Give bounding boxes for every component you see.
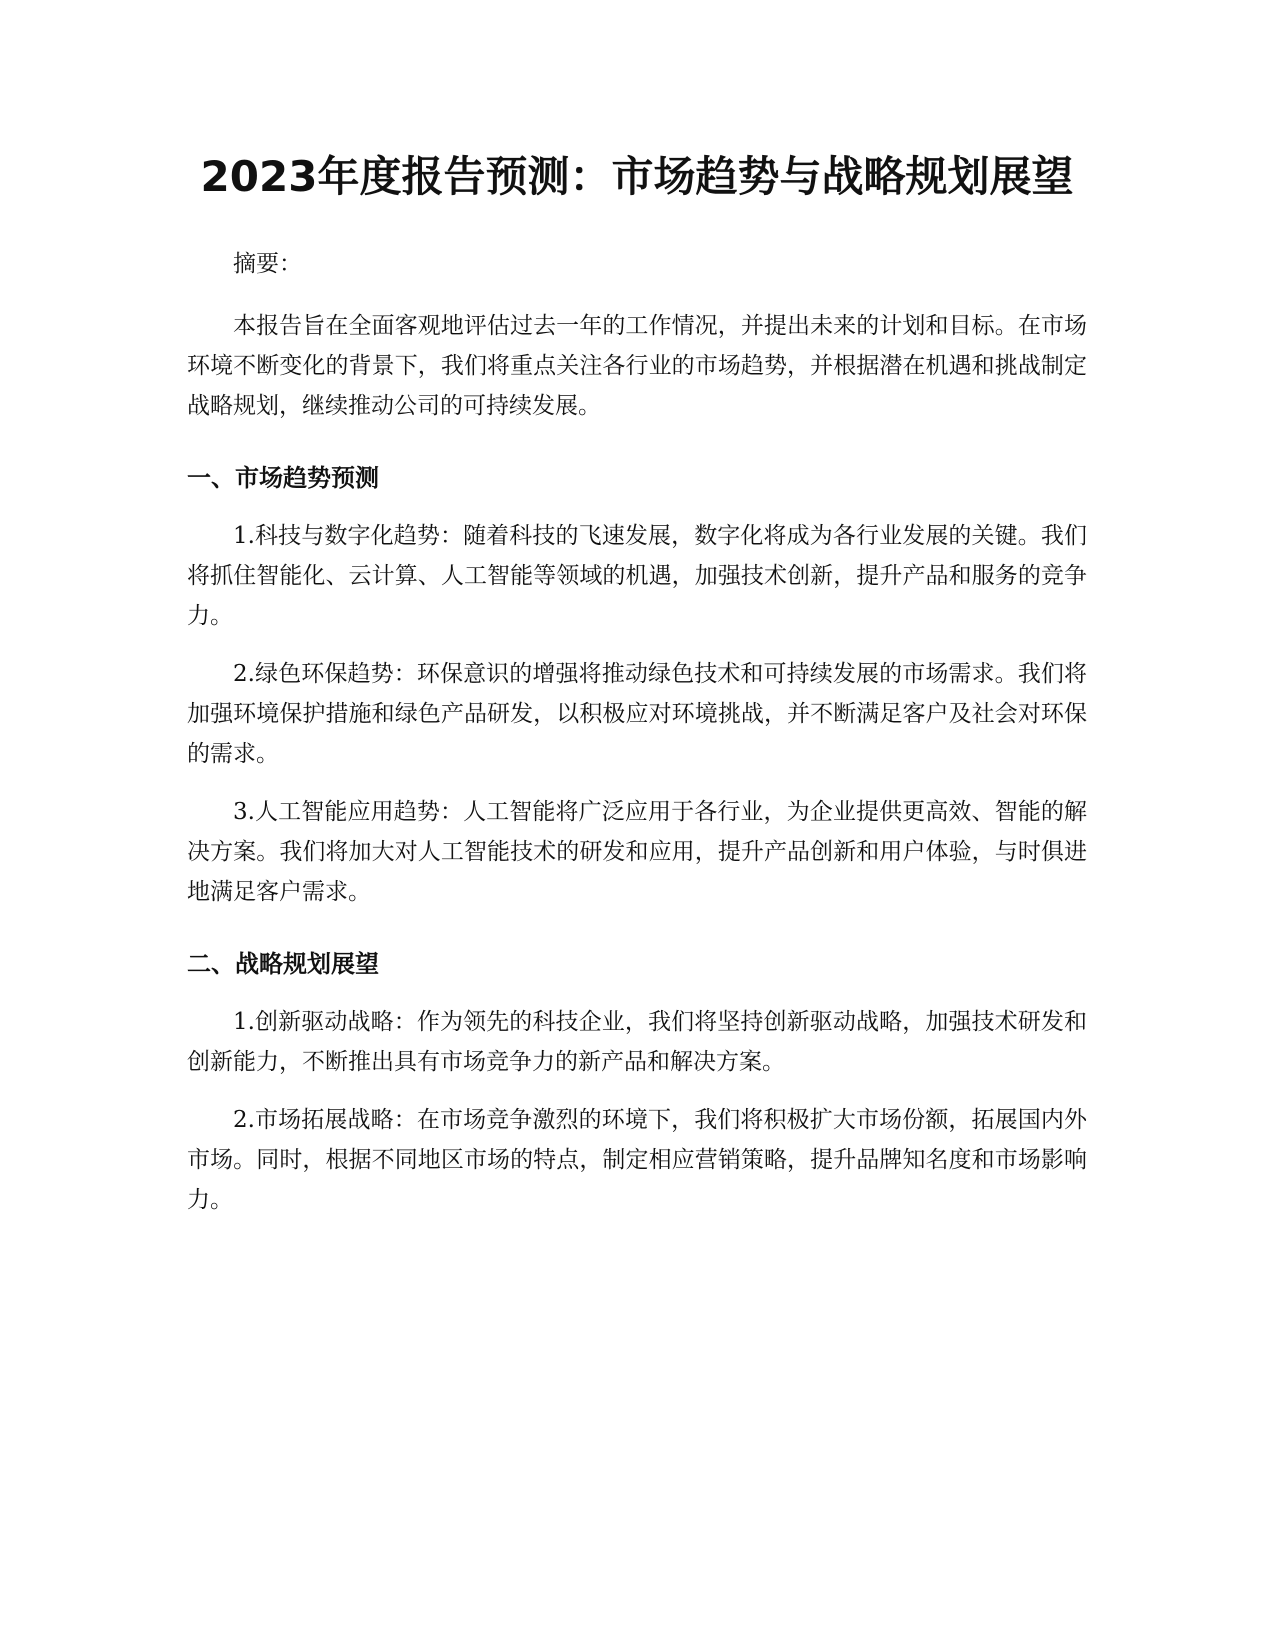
document-title: 2023年度报告预测：市场趋势与战略规划展望 (200, 152, 1074, 201)
list-item: 2.绿色环保趋势：环保意识的增强将推动绿色技术和可持续发展的市场需求。我们将加强环境保护措施和绿色产品研发，以积极应对环境挑战，并不断满足客户及社会对环保的需求。 (187, 661, 1087, 767)
document-body (187, 140, 1087, 1220)
list-item: 1.科技与数字化趋势：随着科技的飞速发展，数字化将成为各行业发展的关键。我们将抓住智能化、云计算、人工智能等领域的机遇，加强技术创新，提升产品和服务的竞争力。 (187, 523, 1087, 629)
list-item: 2.市场拓展战略：在市场竞争激烈的环境下，我们将积极扩大市场份额，拓展国内外市场。同时，根据不同地区市场的特点，制定相应营销策略，提升品牌知名度和市场影响力。 (187, 1107, 1087, 1213)
section-heading-strategy-outlook: 二、战略规划展望 (187, 950, 379, 978)
section-heading-market-trends: 一、市场趋势预测 (187, 464, 379, 492)
list-item: 3.人工智能应用趋势：人工智能将广泛应用于各行业，为企业提供更高效、智能的解决方案。我们将加大对人工智能技术的研发和应用，提升产品创新和用户体验，与时俱进地满足客户需求。 (187, 799, 1087, 905)
list-item: 1.创新驱动战略：作为领先的科技企业，我们将坚持创新驱动战略，加强技术研发和创新能力，不断推出具有市场竞争力的新产品和解决方案。 (187, 1009, 1087, 1075)
abstract-label: 摘要： (233, 251, 302, 277)
abstract-text: 本报告旨在全面客观地评估过去一年的工作情况，并提出未来的计划和目标。在市场环境不断变化的背景下，我们将重点关注各行业的市场趋势，并根据潜在机遇和挑战制定战略规划，继续推动公司的可持续发展。 (187, 313, 1087, 419)
